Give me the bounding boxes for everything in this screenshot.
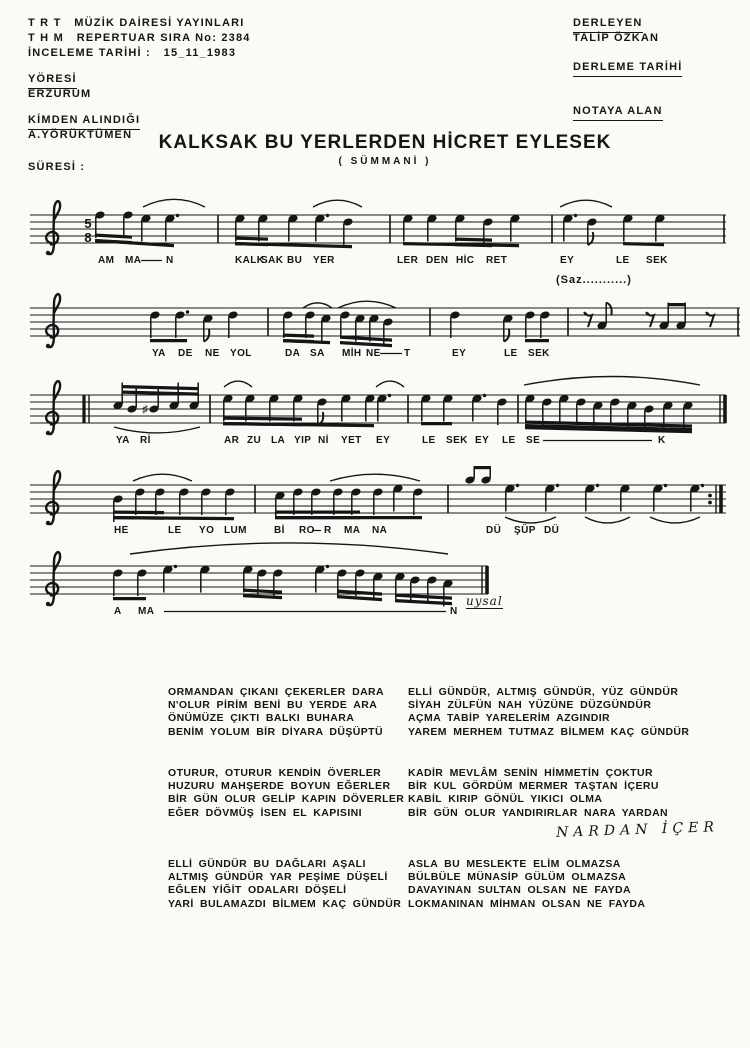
lyric-syllable: HİC <box>456 255 475 266</box>
lyric-syllable: Nİ <box>318 435 329 446</box>
lyric-syllable: RO <box>299 525 315 536</box>
lyric-syllable: MİH <box>342 348 362 359</box>
eighth-rest <box>646 312 649 315</box>
lyric-syllable: EY <box>475 435 490 446</box>
eighth-rest <box>706 312 709 315</box>
treble-clef-icon <box>46 602 50 606</box>
lyric-syllable: K <box>658 435 666 446</box>
stanza-1-left <box>168 686 384 739</box>
song-title: KALKSAK BU YERLERDEN HİCRET EYLESEK <box>158 132 612 153</box>
slur <box>143 199 205 207</box>
lyric-syllable: YIP <box>294 435 312 446</box>
lyric-syllable: EY <box>452 348 467 359</box>
lyric-line: YAREM MERHEM TUTMAZ BİLMEM KAÇ GÜNDÜR <box>408 725 690 738</box>
beam <box>113 516 164 520</box>
repertoire-number-line: T H M REPERTUAR SIRA No: 2384 <box>28 32 251 44</box>
slur <box>303 303 332 308</box>
augmentation-dot <box>326 214 329 217</box>
lyric-line: DAVAYINAN SULTAN OLSAN NE FAYDA <box>408 884 631 897</box>
lyric-syllable: DE <box>178 348 193 359</box>
lyric-line: SİYAH ZÜLFÜN NAH YÜZÜNE DÜZGÜNDÜR <box>408 699 652 712</box>
lyric-syllable: Rİ <box>140 435 151 446</box>
lyric-syllable: YOL <box>230 348 252 359</box>
lyric-syllable: LE <box>502 435 516 446</box>
lyric-syllable: BU <box>287 255 303 266</box>
lyric-line: N'OLUR PİRİM BENİ BU YERDE ARA <box>168 699 378 712</box>
lyric-syllable: YER <box>313 255 335 266</box>
augmentation-dot <box>574 214 577 217</box>
duration-label: SÜRESİ : <box>28 161 86 173</box>
lyric-line: LOKMANINAN MİHMAN OLSAN NE FAYDA <box>408 897 646 910</box>
lyric-syllable: A <box>114 606 122 617</box>
augmentation-dot <box>186 310 189 313</box>
lyric-syllable: YET <box>341 435 362 446</box>
lyric-line: ELLİ GÜNDÜR, ALTMIŞ GÜNDÜR, YÜZ GÜNDÜR <box>408 686 679 698</box>
lyric-syllable: MA <box>138 606 155 617</box>
beam <box>223 417 302 421</box>
beam <box>113 511 164 515</box>
beam <box>455 238 492 242</box>
augmentation-dot <box>176 214 179 217</box>
lyric-syllable: DÜ <box>544 525 560 536</box>
lyric-syllable: R <box>324 525 332 536</box>
lyric-line: ORMANDAN ÇIKANI ÇEKERLER DARA <box>168 686 385 698</box>
saz-section-label: (Saz...........) <box>556 274 632 286</box>
lyric-line: BENİM YOLUM BİR DİYARA DÜŞÜPTÜ <box>168 725 383 738</box>
stanza-3-right <box>408 858 645 911</box>
review-date-line: İNCELEME TARİHİ : 15_11_1983 <box>28 47 237 59</box>
lyric-syllable: DEN <box>426 255 449 266</box>
lyric-syllable: N <box>166 255 174 266</box>
beam <box>337 590 382 596</box>
treble-clef-icon <box>46 521 50 525</box>
notator-label: NOTAYA ALAN <box>573 104 663 121</box>
beam <box>275 516 360 519</box>
slur <box>524 377 700 386</box>
lyric-line: BİR GÜN OLUR YANDIRIRLAR NARA YARDAN <box>408 806 669 819</box>
region-label: YÖRESİ <box>28 72 77 89</box>
beam <box>243 594 282 599</box>
lyric-syllable: MA <box>125 255 142 266</box>
beam <box>283 334 314 338</box>
lyric-syllable: YO <box>199 525 215 536</box>
beam <box>95 234 132 239</box>
repeat-dot <box>708 494 712 498</box>
augmentation-dot <box>556 484 559 487</box>
lyric-syllable: SAK <box>261 255 284 266</box>
augmentation-dot <box>483 394 486 397</box>
beam <box>283 339 314 343</box>
slur <box>560 200 612 207</box>
stanza-2-right <box>408 767 668 820</box>
note-flag <box>504 329 509 342</box>
beam <box>113 597 146 600</box>
augmentation-dot <box>516 484 519 487</box>
augmentation-dot <box>701 484 704 487</box>
lyric-syllable: LER <box>397 255 419 266</box>
lyric-syllable: ŞÜP <box>514 525 536 536</box>
slur <box>130 543 448 554</box>
stanza-1-right <box>408 686 689 739</box>
lyric-syllable: DA <box>285 348 301 359</box>
slur <box>505 517 556 523</box>
lyric-syllable: NA <box>372 525 388 536</box>
lyric-line: EĞER DÖVMÜŞ İSEN EL KAPISINI <box>168 806 362 819</box>
stanza-2-left <box>168 767 404 820</box>
notator-signature: uysal <box>466 594 503 608</box>
lyric-syllable: EY <box>376 435 391 446</box>
source-person-label: KİMDEN ALINDIĞI <box>28 113 140 130</box>
augmentation-dot <box>326 565 329 568</box>
lyric-line: ÖNÜMÜZE ÇIKTI BALKI BUHARA <box>168 712 355 725</box>
lyric-line: HUZURU MAHŞERDE BOYUN EĞERLER <box>168 780 391 793</box>
source-person-value: A.YÖRÜKTÜMEN <box>28 129 133 141</box>
lyric-syllable: LE <box>616 255 630 266</box>
lyric-syllable: YA <box>152 348 166 359</box>
lyric-line: BÜLBÜLE MÜNASİP GÜLÜM OLMAZSA <box>408 871 627 884</box>
collector-value: TALİP ÖZKAN <box>573 32 660 44</box>
slur <box>313 200 362 207</box>
staff-3 <box>0 369 750 469</box>
augmentation-dot <box>388 394 391 397</box>
lyric-syllable: YA <box>116 435 130 446</box>
lyric-syllable: NE <box>205 348 220 359</box>
lyric-syllable: LE <box>504 348 518 359</box>
note-flag <box>606 303 611 316</box>
slur <box>585 517 630 523</box>
staff-2 <box>0 282 750 382</box>
lyric-line: ELLİ GÜNDÜR BU DAĞLARI AŞALI <box>168 858 366 870</box>
eighth-rest <box>584 312 587 315</box>
repeat-dot <box>708 501 712 505</box>
beam <box>337 595 382 601</box>
time-signature: 8 <box>84 230 92 245</box>
treble-clef-icon <box>46 251 50 255</box>
lyric-line: ASLA BU MESLEKTE ELİM OLMAZSA <box>408 858 621 870</box>
lyric-syllable: SEK <box>446 435 468 446</box>
lyric-syllable: SEK <box>646 255 668 266</box>
collector-label: DERLEYEN <box>573 16 643 33</box>
lyric-syllable: LE <box>168 525 182 536</box>
augmentation-dot <box>664 484 667 487</box>
lyric-line: KADİR MEVLÂM SENİN HİMMETİN ÇOKTUR <box>408 767 653 779</box>
lyric-syllable: EY <box>560 255 575 266</box>
slur <box>376 381 404 387</box>
stanza-3-left <box>168 858 401 911</box>
slur <box>338 301 396 308</box>
beam <box>243 589 282 594</box>
slur <box>330 474 420 481</box>
beam <box>474 466 490 469</box>
lyric-syllable: KALK <box>235 255 265 266</box>
lyric-syllable: RET <box>486 255 508 266</box>
lyric-line: KABİL KIRIP GÖNÜL YIKICI OLMA <box>408 793 603 806</box>
handwritten-correction: NARDAN İÇER <box>555 819 720 841</box>
augmentation-dot <box>174 565 177 568</box>
lyric-syllable: DÜ <box>486 525 502 536</box>
lyric-syllable: LA <box>271 435 286 446</box>
lyric-syllable: ZU <box>247 435 262 446</box>
beam <box>421 422 452 425</box>
lyric-line: BİR GÜN OLUR GELİP KAPIN DÖVERLER <box>168 793 405 806</box>
beam <box>235 237 268 241</box>
treble-clef-icon <box>46 431 50 435</box>
beam <box>525 339 549 342</box>
lyric-syllable: NE <box>366 348 381 359</box>
time-signature: 5 <box>84 216 92 231</box>
lyric-syllable: LE <box>422 435 436 446</box>
lyric-line: BİR KUL GÖRDÜM MERMER TAŞTAN İÇERU <box>408 780 659 793</box>
staff-5 <box>0 540 750 640</box>
lyric-syllable: HE <box>114 525 129 536</box>
treble-clef-icon <box>46 344 50 348</box>
lyric-syllable: SEK <box>528 348 550 359</box>
lyric-syllable: T <box>404 348 411 359</box>
lyric-line: AÇMA TABİP YARELERİM AZGINDIR <box>408 712 611 725</box>
publisher-line: T R T MÜZİK DAİRESİ YAYINLARI <box>28 17 245 29</box>
region-value: ERZURUM <box>28 88 92 100</box>
lyric-syllable: AR <box>224 435 240 446</box>
augmentation-dot <box>596 484 599 487</box>
lyric-line: OTURUR, OTURUR KENDİN ÖVERLER <box>168 767 382 779</box>
lyric-syllable: SA <box>310 348 325 359</box>
lyric-line: ALTMIŞ GÜNDÜR YAR PEŞİME DÜŞELİ <box>168 871 388 884</box>
lyric-syllable: AM <box>98 255 115 266</box>
lyric-line: EĞLEN YİĞİT ODALARI DÖŞELİ <box>168 884 347 897</box>
lyric-syllable: N <box>450 606 458 617</box>
slur <box>224 381 252 387</box>
note-flag <box>204 329 209 342</box>
song-subtitle: ( SÜMMANİ ) <box>338 156 432 167</box>
collection-date-label: DERLEME TARİHİ <box>573 60 682 77</box>
beam <box>668 303 685 306</box>
staff-1 <box>0 189 750 289</box>
beam <box>122 385 198 390</box>
beam <box>275 511 360 514</box>
lyric-syllable: LUM <box>224 525 247 536</box>
slur <box>133 474 192 481</box>
beam <box>150 339 187 342</box>
sharp-accidental: ♯ <box>142 403 148 416</box>
slur <box>114 427 200 433</box>
lyric-syllable: MA <box>344 525 361 536</box>
slur <box>650 517 700 523</box>
lyric-syllable: Bİ <box>274 525 285 536</box>
lyric-syllable: SE <box>526 435 541 446</box>
lyric-line: YARİ BULAMAZDI BİLMEM KAÇ GÜNDÜR <box>168 897 402 910</box>
